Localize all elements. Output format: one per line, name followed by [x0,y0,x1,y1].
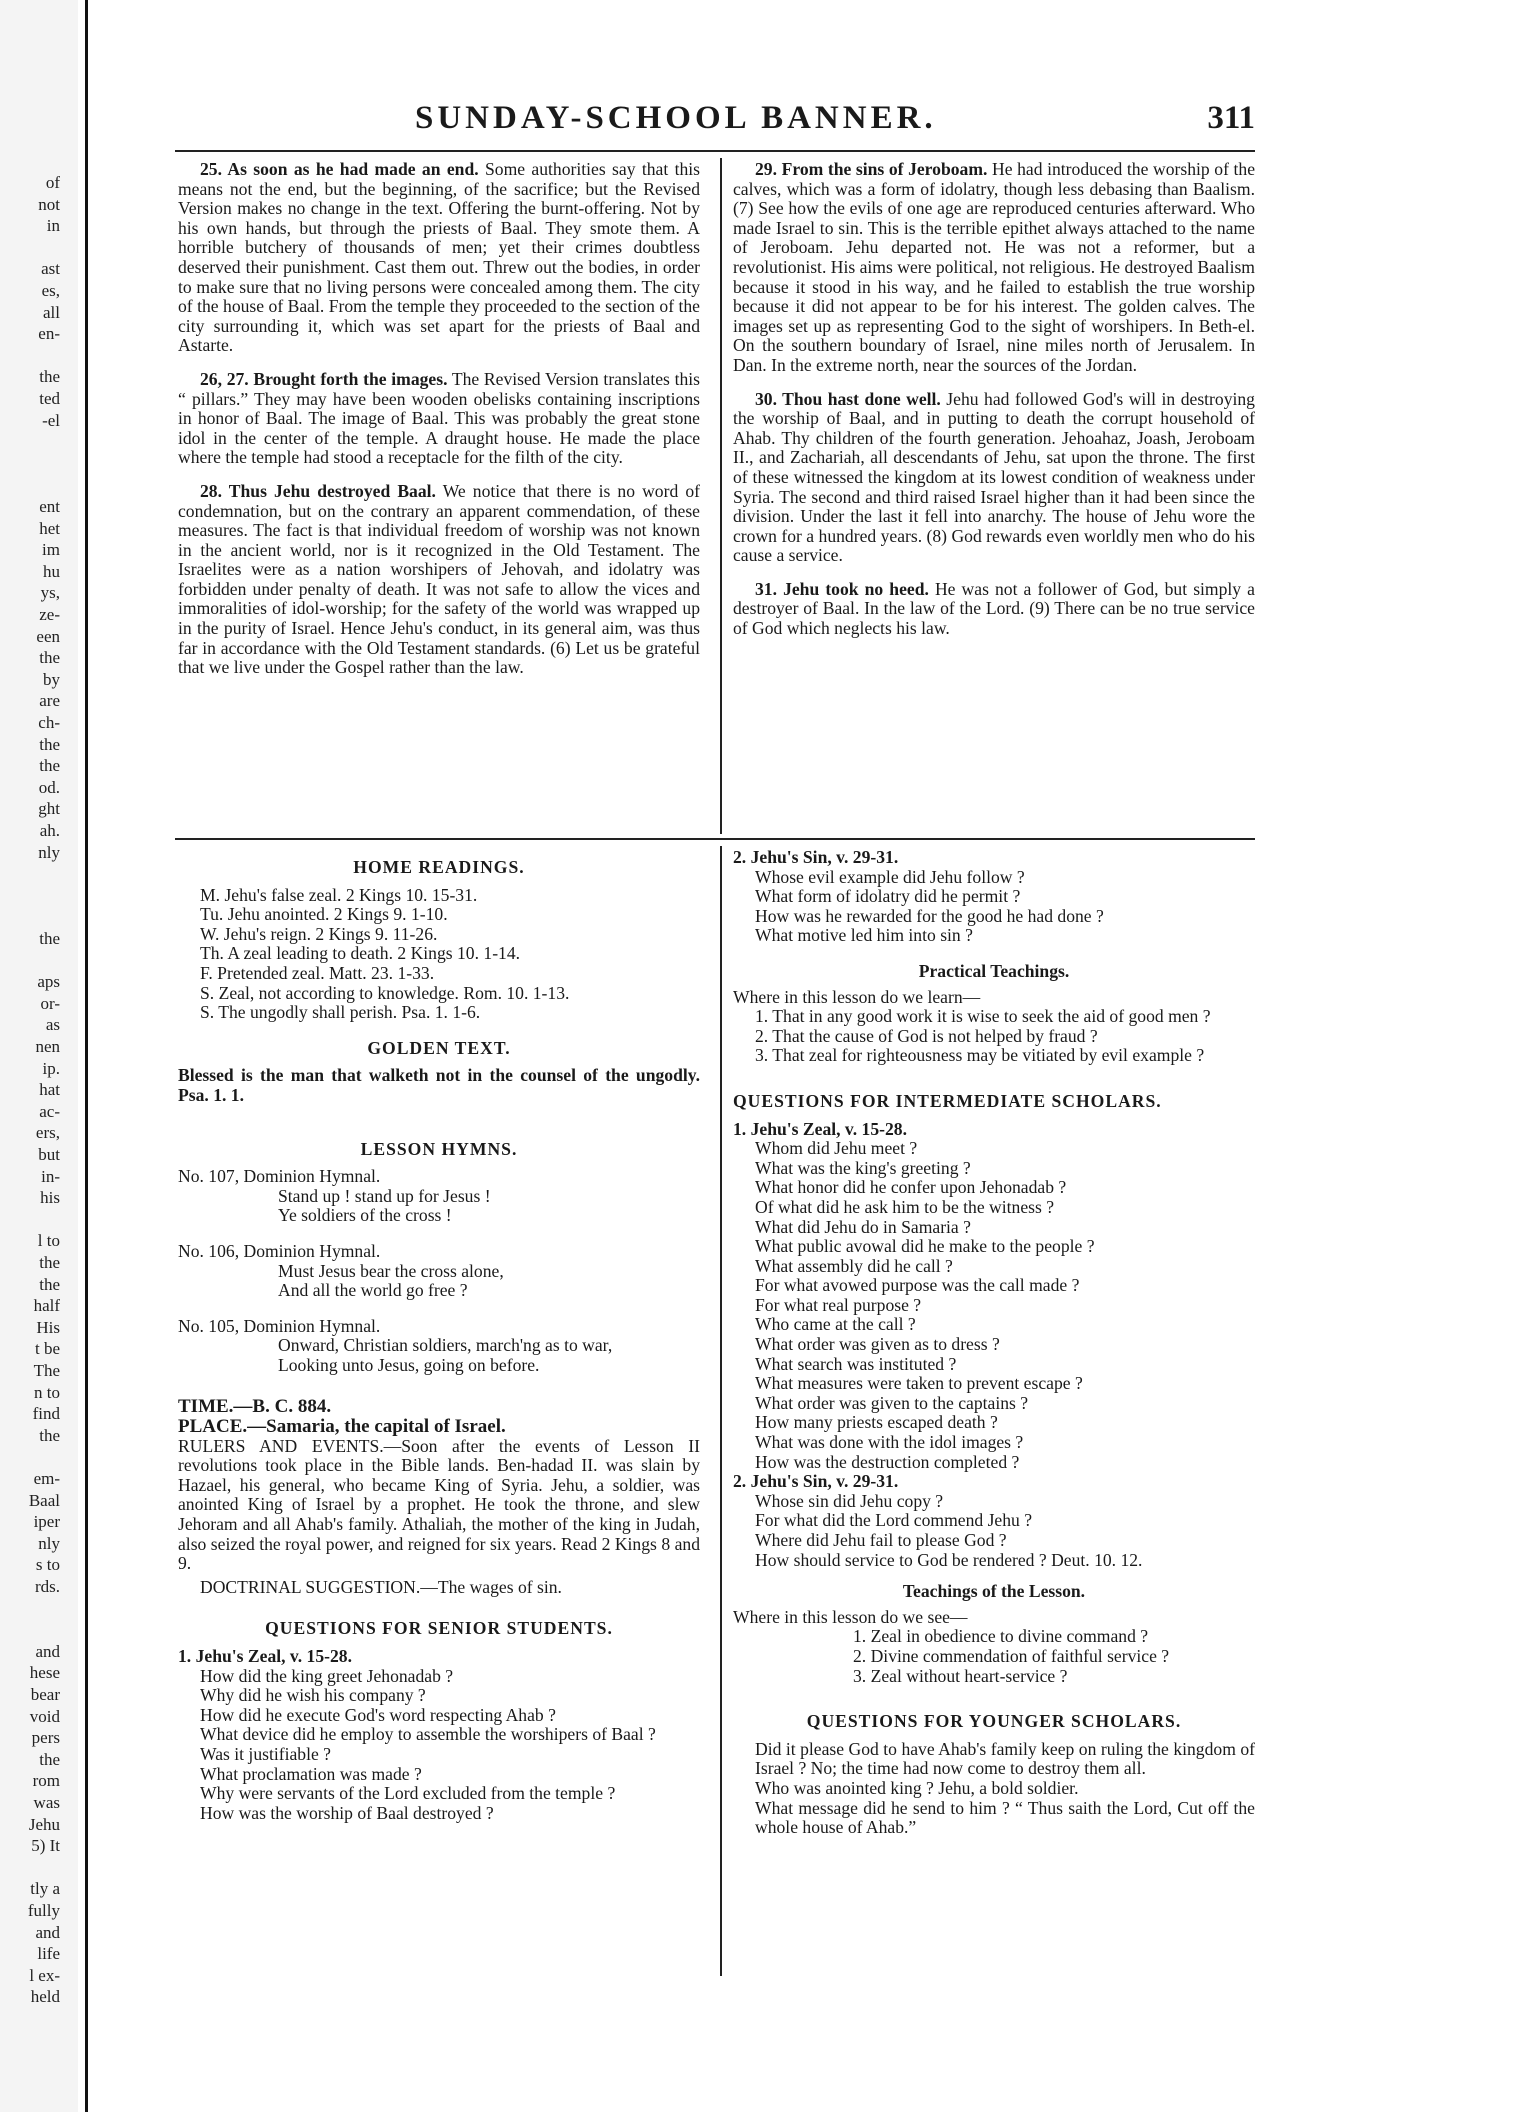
paragraph-lead: 28. Thus Jehu destroyed Baal. [200,480,436,501]
column-rule-top [720,158,722,834]
teachings-list [733,1627,1255,1686]
margin-fragment: 5) It [31,1836,60,1856]
paragraph-lead: 29. From the sins of Jeroboam. [755,159,988,179]
margin-fragment: was [33,1793,60,1812]
margin-fragment: the [39,929,60,948]
running-title: SUNDAY-SCHOOL BANNER. [415,100,937,136]
intermediate-head-2: 2. Jehu's Sin, v. 29-31. [733,1471,899,1492]
margin-fragment: es, [41,281,60,300]
intermediate-questions-1 [733,1139,1255,1472]
commentary-paragraph [733,390,1255,566]
intermediate-question: What did Jehu do in Samaria ? [755,1216,971,1237]
senior-question: Was it justifiable ? [200,1743,331,1764]
hymn-line: And all the world go free ? [278,1280,468,1301]
margin-fragment: nly [38,842,60,862]
margin-fragment: and [35,1641,60,1661]
intermediate-question: Where did Jehu fail to please God ? [755,1530,1007,1550]
sin-question: What form of idolatry did he permit ? [755,886,1021,907]
margin-fragment: een [36,626,60,646]
senior-question: Why were servants of the Lord excluded from the temple ? [200,1783,616,1804]
commentary-paragraph [733,580,1255,639]
margin-fragment: pers [31,1728,60,1748]
margin-fragment: het [39,518,60,538]
margin-fragment: im [42,540,60,560]
senior-question: Why did he wish his company ? [200,1685,426,1706]
margin-fragment: Jehu [28,1814,60,1834]
practical-teachings-intro: Where in this lesson do we learn— [733,986,981,1007]
margin-fragment: as [45,1015,60,1035]
home-readings-title: HOME READINGS. [353,857,525,877]
margin-fragment: fully [27,1901,60,1920]
hymn-line: Looking unto Jesus, going on before. [278,1354,540,1375]
practical-teaching: 3. That zeal for righteousness may be vitiated by evil example ? [755,1045,1205,1066]
senior-questions-title: QUESTIONS FOR SENIOR STUDENTS. [265,1618,613,1639]
hymn-list [178,1167,700,1375]
teaching-item: 3. Zeal without heart-service ? [853,1665,1068,1686]
header-rule [175,150,1255,152]
commentary-left [178,160,700,692]
teachings-title: Teachings of the Lesson. [902,1581,1086,1602]
home-reading-item: Th. A zeal leading to death. 2 Kings 10. 1-14. [200,943,521,964]
hymn-line: Onward, Christian soldiers, march'ng as to war, [278,1335,613,1356]
intermediate-question: For what did the Lord commend Jehu ? [755,1510,1033,1531]
margin-fragment: find [32,1404,60,1424]
paragraph-text: The Revised Version translates this “ pillars.” They may have been wooden obelisks containing inscriptions in honor of Baal. The image of Baal. This was probably the great stone idol in the center of the temple. A draught house. He made the place where the temple had stood a receptacle for the filth of the city. [178,368,700,468]
commentary-paragraph [178,160,700,356]
paragraph-lead: 30. Thou hast done well. [755,388,941,409]
intermediate-question: What order was given as to dress ? [755,1334,1000,1355]
margin-fragment: s to [35,1555,60,1575]
margin-fragment: -el [42,410,60,430]
home-reading-item: F. Pretended zeal. Matt. 23. 1-33. [200,962,435,983]
margin-fragment: held [30,1987,60,2007]
lesson-column-left [178,848,700,1823]
margin-fragment: the [39,734,60,754]
hymn-number: No. 105, Dominion Hymnal. [178,1315,381,1336]
intermediate-question: What order was given to the captains ? [755,1392,1029,1413]
margin-fragment: the [39,1749,60,1769]
paragraph-lead: 25. As soon as he had made an end. [200,159,479,179]
margin-fragment: Baal [28,1490,60,1510]
margin-fragment: ah. [39,821,60,840]
intermediate-question: What public avowal did he make to the people ? [755,1236,1095,1257]
golden-text: Blessed is the man that walketh not in the counsel of the ungodly. Psa. 1. 1. [178,1065,700,1105]
page-number: 311 [1207,100,1255,136]
margin-fragment: of [45,173,60,192]
doctrinal-suggestion: DOCTRINAL SUGGESTION.—The wages of sin. [200,1576,562,1597]
margin-fragment: aps [37,972,60,992]
margin-fragment: not [38,194,60,214]
intermediate-question: What honor did he confer upon Jehonadab ? [755,1177,1067,1198]
margin-fragment: ys, [40,583,60,603]
margin-fragment: the [39,1253,60,1272]
commentary-right [733,160,1255,653]
intermediate-question: For what avowed purpose was the call made ? [755,1275,1080,1296]
paragraph-text: Some authorities say that this means not the end, but the beginning, of the sacrifice; but the Revised Version makes no change in the text. Offering the burnt-offering. Not by his own hands, but through the priests of Baal. They smote them. A horrible butchery of thousands of men; yet their crimes doubtless deserved their punishment. Cast them out. Threw out the bodies, in order to make sure that no living persons were concealed among them. The city of the house of Baal. From the temple they proceeded to the section of the city surrounding it, which was set apart for the priests of Baal and Astarte. [178,159,701,356]
rulers-and-events: RULERS AND EVENTS.—Soon after the events of Lesson II revolutions took place in the Bible lands. Ben-hadad II. was slain by Hazael, his general, who became King of Syria. Jehu, a soldier, was anointed King of Israel by a prophet. He took the throne, and slew Jehoram and all Ahab's family. Athaliah, the mother of the king in Judah, also seized the royal power, and reigned for six years. Read 2 Kings 8 and 9. [178,1435,700,1574]
paragraph-text: We notice that there is no word of condemnation, but on the contrary an apparent commendation, of these measures. The fact is that individual freedom of worship was not known in the ancient world, nor is it recognized in the Old Testament. The Israelites were as a nation worshipers of Jehovah, and idolatry was forbidden under penalty of death. It was not safe to allow the vices and immoralities of idol-worship; for the safety of the world was wrapped up in the purity of Israel. Hence Jehu's conduct, in its general aim, was thus far in accordance with the Old Testament standards. (6) Let us be grateful that we live under the Gospel rather than the law. [178,480,700,678]
intermediate-questions-2 [733,1492,1255,1570]
senior-questions-list [178,1667,700,1824]
hymn-entry [178,1167,700,1226]
intermediate-question: For what real purpose ? [755,1294,922,1315]
senior-question: How did he execute God's word respecting Ahab ? [200,1704,556,1725]
intermediate-question: What measures were taken to prevent escape ? [755,1373,1083,1394]
hymns-title: LESSON HYMNS. [360,1138,518,1159]
margin-fragment: His [36,1317,60,1337]
hymn-number: No. 107, Dominion Hymnal. [178,1166,381,1187]
home-reading-item: W. Jehu's reign. 2 Kings 9. 11-26. [200,923,438,944]
paragraph-text: He had introduced the worship of the calves, which was a form of idolatry, though less debasing than Baalism. (7) See how the evils of one age are reproduced centuries afterward. Who made Israel to sin. This is the terrible epithet always attached to the name of Jeroboam. Jehu departed not. He was not a reformer, but a revolutionist. His aims were political, not religious. He destroyed Baalism because it stood in his way, and he failed to establish the true worship because it did not appear to be for his interest. The golden calves. The images set up as representing God to the sight of worshipers. In Beth-el. On the southern boundary of Israel, nine miles north of Jerusalem. In Dan. In the extreme north, near the sources of the Jordan. [733,159,1256,375]
paragraph-lead: 26, 27. Brought forth the images. [200,368,448,389]
margin-fragment: hat [39,1080,60,1100]
hymn-entry [178,1317,700,1376]
practical-teachings-list [733,1007,1255,1066]
margin-fragment: the [39,756,60,776]
lesson-place: PLACE.—Samaria, the capital of Israel. [178,1416,506,1438]
margin-fragment: rom [32,1771,60,1791]
section-rule [175,838,1255,840]
margin-fragment: the [39,367,60,387]
margin-fragment: by [43,669,60,689]
intermediate-questions-title: QUESTIONS FOR INTERMEDIATE SCHOLARS. [733,1090,1162,1111]
senior-question: What device did he employ to assemble the worshipers of Baal ? [200,1724,656,1745]
senior-questions-head: 1. Jehu's Zeal, v. 15-28. [178,1646,352,1666]
margin-fragment: ze- [39,605,60,624]
home-readings-list [178,886,700,1023]
senior-question: How did the king greet Jehonadab ? [200,1665,454,1686]
intermediate-question: How should service to God be rendered ? Deut. 10. 12. [755,1549,1143,1570]
margin-fragment: in [46,216,60,236]
margin-fragment: iper [33,1512,60,1532]
practical-teaching: 1. That in any good work it is wise to seek the aid of good men ? [755,1006,1211,1027]
senior-question: What proclamation was made ? [200,1763,422,1784]
intermediate-question: Who came at the call ? [755,1314,916,1335]
jehu-sin-questions [733,868,1255,946]
hymn-line: Must Jesus bear the cross alone, [278,1260,504,1281]
practical-teachings-title: Practical Teachings. [918,960,1070,981]
margin-fragment: hu [43,561,60,581]
teaching-item: 1. Zeal in obedience to divine command ? [853,1626,1149,1647]
younger-q1: Did it please God to have Ahab's family keep on ruling the kingdom of Israel ? No; the time had now come to destroy them all. [755,1738,1255,1779]
commentary-paragraph [178,482,700,678]
intermediate-question: Whose sin did Jehu copy ? [755,1490,944,1511]
sin-question: How was he rewarded for the good he had done ? [755,905,1104,926]
margin-fragment: ac- [39,1101,60,1121]
margin-fragment: ip. [42,1058,60,1078]
intermediate-question: Of what did he ask him to be the witness ? [755,1196,1055,1217]
home-reading-item: M. Jehu's false zeal. 2 Kings 10. 15-31. [200,884,478,905]
teaching-item: 2. Divine commendation of faithful service ? [853,1645,1170,1666]
sin-question: Whose evil example did Jehu follow ? [755,866,1025,887]
home-reading-item: S. Zeal, not according to knowledge. Rom. 10. 1-13. [200,982,570,1003]
margin-fragment: nly [38,1533,60,1553]
paragraph-text: He was not a follower of God, but simply a destroyer of Baal. In the law of the Lord. (9) There can be no true service of God which neglects his law. [733,578,1255,639]
hymn-entry [178,1242,700,1301]
margin-fragment: the [39,1425,60,1445]
intermediate-question: Whom did Jehu meet ? [755,1138,918,1159]
margin-fragment: rds. [34,1577,60,1596]
senior-question: How was the worship of Baal destroyed ? [200,1802,494,1823]
margin-fragment: l to [37,1231,60,1251]
margin-fragment: em- [33,1469,60,1488]
intermediate-question: What was done with the idol images ? [755,1432,1024,1453]
margin-fragment: t be [34,1339,60,1359]
margin-fragment: but [38,1145,60,1164]
home-reading-item: Tu. Jehu anointed. 2 Kings 9. 1-10. [200,904,448,925]
intermediate-question: What assembly did he call ? [755,1255,953,1276]
margin-fragment: bear [30,1685,60,1704]
hymn-line: Ye soldiers of the cross ! [278,1205,452,1226]
commentary-paragraph [733,160,1255,376]
sin-question: What motive led him into sin ? [755,925,973,946]
intermediate-question: What search was instituted ? [755,1353,957,1374]
lesson-time: TIME.—B. C. 884. [178,1396,332,1418]
margin-fragment: ast [41,259,60,279]
younger-questions-title: QUESTIONS FOR YOUNGER SCHOLARS. [806,1711,1182,1732]
paragraph-text: Jehu had followed God's will in destroying the worship of Baal, and in putting to death the corrupt household of Ahab. Thy children of the fourth generation. Jehoahaz, Joash, Jeroboam II., and Zachariah, all descendants of Jehu, sat upon the throne. The first of these witnessed the kingdom at its lowest condition of weakness under Syria. The second and third raised Israel higher than it had been since the division. Under the last it fell into anarchy. The house of Jehu wore the crown for a hundred years. (8) God rewards even worldly men who do his cause a service. [733,388,1255,566]
margin-fragment: his [40,1188,60,1208]
margin-fragment: l ex- [29,1965,60,1985]
younger-q2: Who was anointed king ? Jehu, a bold soldier. [755,1777,1079,1798]
paragraph-lead: 31. Jehu took no heed. [755,578,929,599]
margin-fragment: The [33,1361,60,1380]
hymn-line: Stand up ! stand up for Jesus ! [278,1185,491,1206]
margin-fragment: half [33,1296,60,1316]
margin-fragment: all [43,302,60,322]
column-rule-bottom [720,846,722,1976]
margin-fragment: ght [38,799,60,819]
margin-fragment: nen [35,1037,60,1056]
practical-teaching: 2. That the cause of God is not helped by fraud ? [755,1025,1098,1046]
margin-fragment: void [29,1706,60,1726]
margin-fragment: ch- [38,713,60,732]
intermediate-question: How many priests escaped death ? [755,1412,998,1433]
teachings-intro: Where in this lesson do we see— [733,1606,968,1627]
margin-fragment: n to [34,1382,60,1402]
intermediate-head-1: 1. Jehu's Zeal, v. 15-28. [733,1118,907,1139]
margin-fragment: or- [40,993,60,1013]
page-header [175,100,1255,140]
margin-fragment: en- [38,324,60,344]
margin-fragment: ent [39,497,60,516]
hymn-number: No. 106, Dominion Hymnal. [178,1240,381,1261]
gutter-edge [85,0,88,2112]
margin-fragment: the [39,1274,60,1294]
intermediate-question: How was the destruction completed ? [755,1451,1020,1472]
golden-text-title: GOLDEN TEXT. [367,1037,511,1058]
margin-fragment: hese [29,1663,60,1683]
commentary-paragraph [178,370,700,468]
intermediate-question: What was the king's greeting ? [755,1157,971,1178]
margin-fragment: ers, [35,1123,60,1143]
lesson-column-right [733,848,1255,1838]
margin-fragment: in- [41,1166,60,1186]
younger-q3: What message did he send to him ? “ Thus saith the Lord, Cut off the whole house of Ahab.” [755,1797,1255,1838]
margin-fragment: tly a [30,1879,60,1899]
margin-fragment: od. [38,777,60,797]
home-reading-item: S. The ungodly shall perish. Psa. 1. 1-6. [200,1002,481,1023]
margin-fragment: the [39,648,60,668]
margin-fragment: and [35,1922,60,1942]
margin-fragment: ted [39,389,60,408]
margin-fragment: life [37,1944,60,1964]
margin-fragment: are [39,691,60,711]
jehu-sin-head: 2. Jehu's Sin, v. 29-31. [733,847,899,867]
